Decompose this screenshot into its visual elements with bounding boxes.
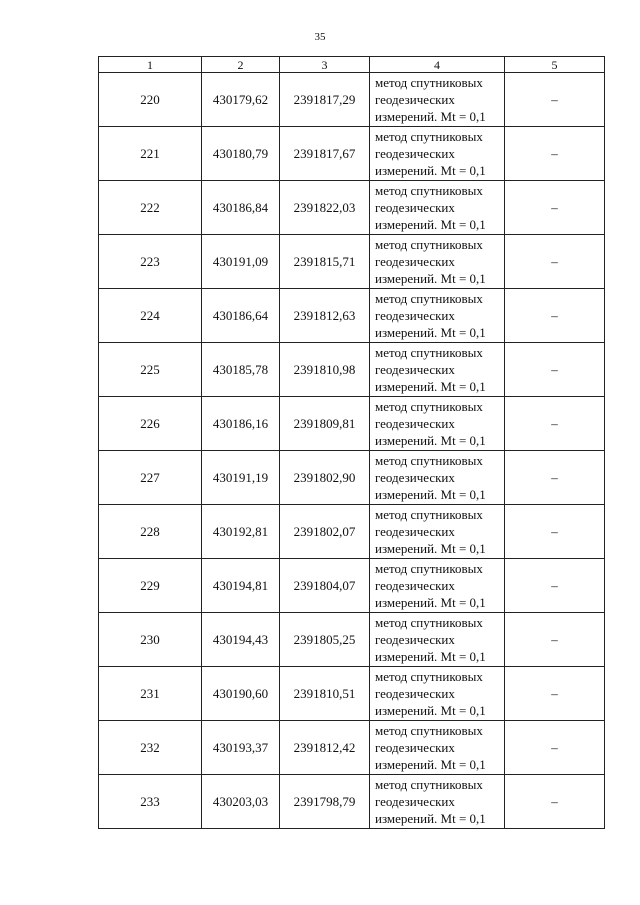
x-coordinate-cell: 430186,84	[202, 181, 280, 235]
method-line: метод спутниковых	[375, 291, 483, 306]
table-row	[99, 775, 605, 829]
note-cell: –	[505, 235, 605, 289]
method-line: геодезических	[375, 200, 455, 215]
method-cell	[370, 397, 505, 451]
method-line: геодезических	[375, 794, 455, 809]
method-line: измерений. Mt = 0,1	[375, 649, 486, 664]
note-cell: –	[505, 721, 605, 775]
coordinates-table	[98, 56, 605, 829]
method-line: метод спутниковых	[375, 561, 483, 576]
y-coordinate-cell: 2391798,79	[280, 775, 370, 829]
x-coordinate-cell: 430194,81	[202, 559, 280, 613]
method-line: измерений. Mt = 0,1	[375, 379, 486, 394]
note-cell: –	[505, 289, 605, 343]
y-coordinate-cell: 2391802,07	[280, 505, 370, 559]
x-coordinate-cell: 430203,03	[202, 775, 280, 829]
note-cell: –	[505, 73, 605, 127]
point-number-cell: 231	[99, 667, 202, 721]
table-row	[99, 721, 605, 775]
x-coordinate-cell: 430186,16	[202, 397, 280, 451]
point-number-cell: 223	[99, 235, 202, 289]
point-number-cell: 233	[99, 775, 202, 829]
method-cell	[370, 775, 505, 829]
note-cell: –	[505, 613, 605, 667]
method-cell	[370, 127, 505, 181]
x-coordinate-cell: 430191,09	[202, 235, 280, 289]
note-cell: –	[505, 181, 605, 235]
point-number-cell: 232	[99, 721, 202, 775]
method-line: геодезических	[375, 416, 455, 431]
header-col-4: 4	[370, 57, 505, 73]
method-line: метод спутниковых	[375, 507, 483, 522]
page-number: 35	[314, 31, 326, 43]
y-coordinate-cell: 2391804,07	[280, 559, 370, 613]
table-row	[99, 127, 605, 181]
table-row	[99, 613, 605, 667]
method-line: измерений. Mt = 0,1	[375, 109, 486, 124]
method-line: геодезических	[375, 686, 455, 701]
table-row	[99, 559, 605, 613]
method-line: метод спутниковых	[375, 345, 483, 360]
method-line: метод спутниковых	[375, 453, 483, 468]
x-coordinate-cell: 430190,60	[202, 667, 280, 721]
note-cell: –	[505, 127, 605, 181]
header-col-2: 2	[202, 57, 280, 73]
point-number-cell: 221	[99, 127, 202, 181]
method-line: метод спутниковых	[375, 723, 483, 738]
method-line: измерений. Mt = 0,1	[375, 703, 486, 718]
method-line: измерений. Mt = 0,1	[375, 163, 486, 178]
note-cell: –	[505, 775, 605, 829]
table-row	[99, 505, 605, 559]
method-line: геодезических	[375, 470, 455, 485]
y-coordinate-cell: 2391802,90	[280, 451, 370, 505]
table-row	[99, 343, 605, 397]
method-line: измерений. Mt = 0,1	[375, 271, 486, 286]
y-coordinate-cell: 2391809,81	[280, 397, 370, 451]
y-coordinate-cell: 2391817,29	[280, 73, 370, 127]
y-coordinate-cell: 2391812,42	[280, 721, 370, 775]
method-line: геодезических	[375, 92, 455, 107]
table-row	[99, 181, 605, 235]
method-cell	[370, 343, 505, 397]
x-coordinate-cell: 430186,64	[202, 289, 280, 343]
y-coordinate-cell: 2391817,67	[280, 127, 370, 181]
method-cell	[370, 667, 505, 721]
method-line: измерений. Mt = 0,1	[375, 433, 486, 448]
method-cell	[370, 289, 505, 343]
x-coordinate-cell: 430192,81	[202, 505, 280, 559]
method-line: метод спутниковых	[375, 183, 483, 198]
method-line: измерений. Mt = 0,1	[375, 757, 486, 772]
method-cell	[370, 559, 505, 613]
method-line: измерений. Mt = 0,1	[375, 217, 486, 232]
table-header-row	[99, 57, 605, 73]
y-coordinate-cell: 2391810,51	[280, 667, 370, 721]
method-line: геодезических	[375, 254, 455, 269]
method-line: геодезических	[375, 632, 455, 647]
note-cell: –	[505, 343, 605, 397]
y-coordinate-cell: 2391812,63	[280, 289, 370, 343]
x-coordinate-cell: 430180,79	[202, 127, 280, 181]
header-col-3: 3	[280, 57, 370, 73]
x-coordinate-cell: 430191,19	[202, 451, 280, 505]
method-line: геодезических	[375, 362, 455, 377]
method-line: метод спутниковых	[375, 777, 483, 792]
method-line: измерений. Mt = 0,1	[375, 595, 486, 610]
x-coordinate-cell: 430185,78	[202, 343, 280, 397]
x-coordinate-cell: 430194,43	[202, 613, 280, 667]
point-number-cell: 228	[99, 505, 202, 559]
method-line: измерений. Mt = 0,1	[375, 325, 486, 340]
point-number-cell: 222	[99, 181, 202, 235]
method-line: геодезических	[375, 308, 455, 323]
header-col-1: 1	[99, 57, 202, 73]
method-line: геодезических	[375, 740, 455, 755]
method-line: метод спутниковых	[375, 237, 483, 252]
point-number-cell: 229	[99, 559, 202, 613]
method-cell	[370, 451, 505, 505]
table-row	[99, 235, 605, 289]
table-body	[99, 57, 605, 829]
table-row	[99, 289, 605, 343]
method-line: метод спутниковых	[375, 399, 483, 414]
point-number-cell: 224	[99, 289, 202, 343]
table-row	[99, 73, 605, 127]
header-col-5: 5	[505, 57, 605, 73]
y-coordinate-cell: 2391810,98	[280, 343, 370, 397]
point-number-cell: 225	[99, 343, 202, 397]
note-cell: –	[505, 397, 605, 451]
method-cell	[370, 73, 505, 127]
method-line: геодезических	[375, 146, 455, 161]
point-number-cell: 220	[99, 73, 202, 127]
method-line: метод спутниковых	[375, 615, 483, 630]
method-line: измерений. Mt = 0,1	[375, 487, 486, 502]
point-number-cell: 230	[99, 613, 202, 667]
method-line: метод спутниковых	[375, 669, 483, 684]
method-line: метод спутниковых	[375, 129, 483, 144]
table-row	[99, 451, 605, 505]
method-cell	[370, 721, 505, 775]
y-coordinate-cell: 2391822,03	[280, 181, 370, 235]
x-coordinate-cell: 430193,37	[202, 721, 280, 775]
method-line: геодезических	[375, 578, 455, 593]
method-line: геодезических	[375, 524, 455, 539]
method-cell	[370, 181, 505, 235]
note-cell: –	[505, 559, 605, 613]
method-cell	[370, 613, 505, 667]
table-row	[99, 397, 605, 451]
note-cell: –	[505, 505, 605, 559]
y-coordinate-cell: 2391805,25	[280, 613, 370, 667]
method-line: измерений. Mt = 0,1	[375, 811, 486, 826]
method-line: измерений. Mt = 0,1	[375, 541, 486, 556]
table-row	[99, 667, 605, 721]
x-coordinate-cell: 430179,62	[202, 73, 280, 127]
method-line: метод спутниковых	[375, 75, 483, 90]
note-cell: –	[505, 451, 605, 505]
method-cell	[370, 235, 505, 289]
point-number-cell: 226	[99, 397, 202, 451]
note-cell: –	[505, 667, 605, 721]
y-coordinate-cell: 2391815,71	[280, 235, 370, 289]
point-number-cell: 227	[99, 451, 202, 505]
method-cell	[370, 505, 505, 559]
